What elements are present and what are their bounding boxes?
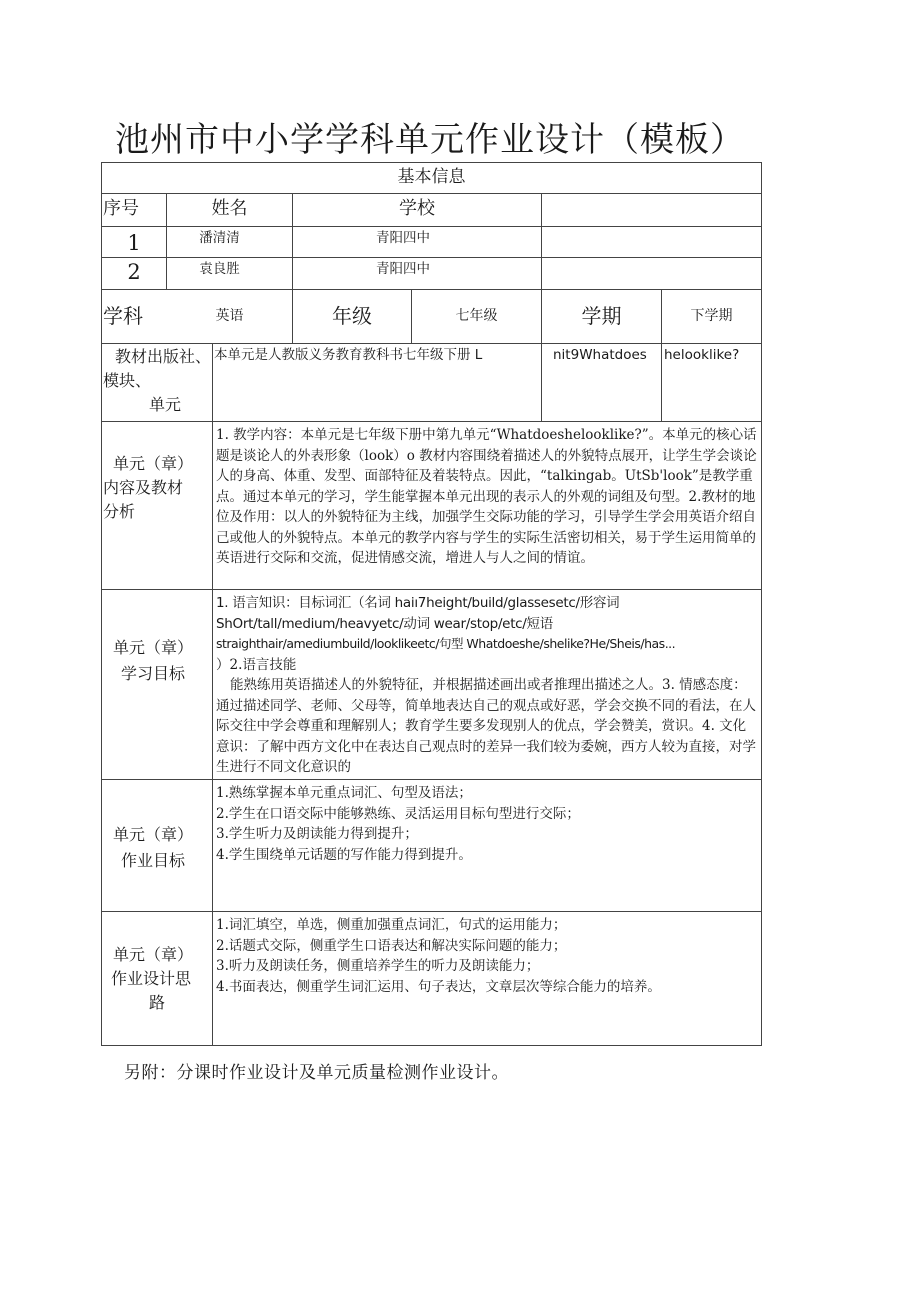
textbook-text: 本单元是人教版义务教育教科书七年级下册 L <box>214 347 483 363</box>
learning-goals-line: ShOrt/tall/medium/heavyetc/动词 wear∕stop∕etc/短语 <box>216 615 553 632</box>
grade-label: 年级 <box>332 304 372 328</box>
footer-note: 另附：分课时作业设计及单元质量检测作业设计。 <box>124 1063 509 1083</box>
header-name: 姓名 <box>211 198 248 219</box>
learning-goals-line: ）2.语言技能 <box>216 656 297 673</box>
learning-goals-line: 1. 语言知识：目标词汇（名词 haiı7height∕build∕glassesetc∕形容词 <box>216 595 620 611</box>
author-school: 青阳四中 <box>376 261 430 277</box>
list-item: 4.学生围绕单元话题的写作能力得到提升。 <box>216 846 472 863</box>
learning-goals-label-line: 单元（章） <box>113 638 194 657</box>
learning-goals-text <box>213 591 761 779</box>
list-item: 2.话题式交际，侧重学生口语表达和解决实际问题的能力； <box>216 937 567 954</box>
unit-content-label-line: 分析 <box>103 502 136 521</box>
homework-goals-label <box>103 822 212 874</box>
list-item: 4.书面表达，侧重学生词汇运用、句子表达，文章层次等综合能力的培养。 <box>216 978 661 995</box>
list-item: 1.词汇填空，单选，侧重加强重点词汇，句式的运用能力； <box>216 917 567 933</box>
learning-goals-label <box>103 635 212 687</box>
design-ideas-label-line: 作业设计思 <box>111 969 192 988</box>
author-index: 1 <box>127 231 141 255</box>
subject-label: 学科 <box>103 304 143 328</box>
textbook-label <box>103 345 213 421</box>
homework-goals-list <box>213 781 761 911</box>
textbook-label-line: 教材出版社、 <box>115 347 212 366</box>
learning-goals-line: straighthair/amediumbuild/looklikeetc/句型 Whatdoeshe/shelike?He/Sheis/has... <box>216 636 676 651</box>
homework-goals-label-line: 作业目标 <box>121 851 186 870</box>
learning-goals-label-line: 学习目标 <box>121 664 186 683</box>
term-label: 学期 <box>581 304 622 328</box>
author-index: 2 <box>127 260 141 284</box>
author-school: 青阳四中 <box>376 230 430 246</box>
author-name: 潘清清 <box>199 230 240 246</box>
textbook-text: nit9Whatdoes <box>553 347 647 363</box>
textbook-label-line: 单元 <box>149 395 182 414</box>
unit-content-label <box>103 452 212 524</box>
list-item: 3.学生听力及朗读能力得到提升； <box>216 826 418 842</box>
header-school: 学校 <box>399 198 435 219</box>
author-name: 袁良胜 <box>199 261 240 277</box>
list-item: 2.学生在口语交际中能够熟练、灵活运用目标句型进行交际； <box>216 805 580 822</box>
design-ideas-label-line: 单元（章） <box>113 945 194 964</box>
textbook-text: helooklike? <box>664 347 740 363</box>
basic-info-header: 基本信息 <box>397 167 466 187</box>
design-ideas-list <box>213 913 761 1045</box>
page-title: 池州市中小学学科单元作业设计（模板） <box>115 120 745 160</box>
term-value: 下学期 <box>690 308 733 324</box>
design-ideas-label <box>103 943 212 1015</box>
subject-value: 英语 <box>215 308 244 324</box>
header-index: 序号 <box>103 198 139 219</box>
textbook-label-line: 模块、 <box>103 371 152 390</box>
list-item: 1.熟练掌握本单元重点词汇、句型及语法； <box>216 785 472 801</box>
unit-content-label-line: 内容及教材 <box>103 478 184 497</box>
unit-content-text: 1. 教学内容：本单元是七年级下册中第九单元“Whatdoeshelooklike?”。本单元的核心话题是谈论人的外表形象（look）o 教材内容围绕着描述人的外貌特点展开，让学生学会谈论人的身高、体重、发型、面部特征及着装特点。因此，“talkingab。UtSb'look”是教学重点。通过本单元的学习，学生能掌握本单元出现的表示人的外观的词组及句型。2.教材的地位及作用：以人的外貌特征为主线，加强学生交际功能的学习，引导学生学会用英语介绍自己或他人的外貌特点。本单元的教学内容与学生的实际生活密切相关，易于学生运用简单的英语进行交际和交流，促进情感交流，增进人与人之间的情谊。 <box>216 427 757 566</box>
grade-value: 七年级 <box>455 308 498 324</box>
homework-goals-label-line: 单元（章） <box>113 825 194 844</box>
unit-content-label-line: 单元（章） <box>113 454 194 473</box>
design-ideas-label-line: 路 <box>149 993 166 1012</box>
learning-goals-line: 能熟练用英语描述人的外貌特征，并根据描述画出或者推理出描述之人。3. 情感态度：通过描述同学、老师、父母等，简单地表达自己的观点或好恶，学会交换不同的看法，在人际交往中学会尊重和理解别人；教育学生要多发现别人的优点，学会赞美，赏识。4. 文化意识：了解中西方文化中在表达自己观点时的差异一我们较为委婉，西方人较为直接，对学生进行不同文化意识的 <box>216 677 756 775</box>
list-item: 3.听力及朗读任务，侧重培养学生的听力及朗读能力； <box>216 958 540 974</box>
